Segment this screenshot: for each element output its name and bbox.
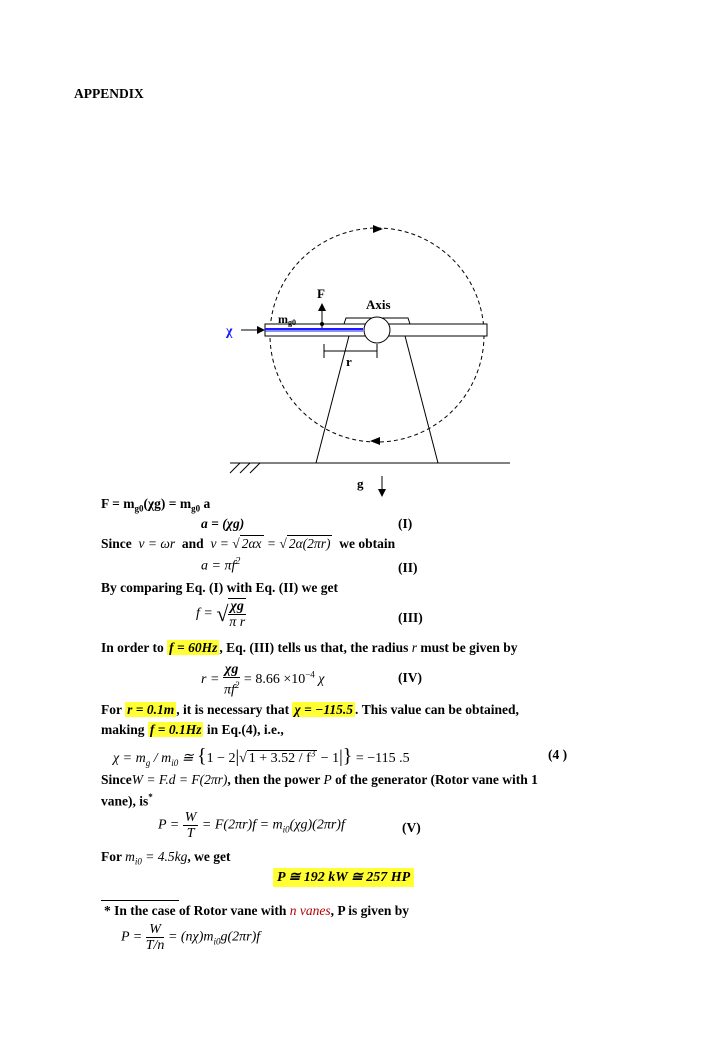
highlight-frequency: f = 60Hz <box>169 640 218 655</box>
force-equation: $F = m_{g0}(\chi g) = m_{g0}$ a <box>101 496 211 514</box>
equation-3: f = √ $\frac{\chi g}{\text{π r}}$ <box>196 599 246 630</box>
equation-chi-number: (4 ) <box>548 747 568 762</box>
power-result: P ≅ 192 kW ≅ 257 HP <box>273 868 414 887</box>
label-axis: Axis <box>366 297 391 312</box>
for-mass-line: For $m_{i0} = 4.5kg$, we get <box>101 849 231 867</box>
gravity-arrow-icon <box>378 489 386 497</box>
order-line: In order to f = 60Hz , Eq. (III) tells us that, the radius r must be given by <box>101 640 518 655</box>
label-r: r <box>346 354 352 369</box>
appendix-heading: APPENDIX <box>74 86 144 101</box>
power-line: SinceW = F.d = F(2πr), then the power P of the generator (Rotor vane with 1 <box>101 772 538 787</box>
comparing-line: By comparing Eq. (I) with Eq. (II) we get <box>101 580 339 595</box>
axis-circle <box>364 317 390 343</box>
highlight-radius: r = 0.1m <box>127 702 175 717</box>
equation-3-number: (III) <box>398 610 423 625</box>
rotation-arrow-bottom-icon <box>370 437 380 445</box>
label-f: F <box>317 286 325 301</box>
force-arrow-icon <box>318 303 326 311</box>
since-line: Since v = ωr and v = √ 2αx = √ 2α(2πr) we obtain <box>101 536 396 551</box>
label-chi: χ <box>226 324 233 339</box>
stand-right-leg <box>404 332 438 463</box>
highlight-chi: χ = −115.5 <box>294 702 353 717</box>
equation-4-number: (IV) <box>398 670 422 685</box>
footnote-rule <box>101 900 179 901</box>
equation-chi: $\chi = m_g / m_{i0}$ ≅ {1 − 2|√ $1 + 3.52 / f^3 - 1|\} = -115$ .5 <box>113 745 410 768</box>
chi-arrow-icon <box>257 326 265 334</box>
equation-2: $a = \pi f^2$ <box>201 556 241 574</box>
highlight-frequency-low: f = 0.1Hz <box>149 722 202 737</box>
rotor-diagram <box>220 220 520 505</box>
label-mass: mg0 <box>278 312 296 327</box>
equation-1-number: (I) <box>398 516 413 531</box>
making-line: making f = 0.1Hz in Eq.(4), i.e., <box>101 722 284 737</box>
stand-left-leg <box>316 332 350 463</box>
equation-4: r = $\frac{\chi g}{\pi f^2}$ = $8.66 \times 10^{-4}$ χ <box>201 662 325 698</box>
power-line-2: vane), is* <box>101 792 153 809</box>
equation-5-number: (V) <box>402 820 421 835</box>
footnote-text: * In the case of Rotor vane with n vanes, P is given by <box>104 903 410 918</box>
for-r-line: For r = 0.1m , it is necessary that χ = −115.5 . This value can be obtained, <box>101 702 519 717</box>
label-g: g <box>357 476 364 491</box>
n-vanes-label: n vanes <box>289 903 331 918</box>
equation-2-number: (II) <box>398 560 418 575</box>
equation-5: P = $\frac{W}{T}$ = $F(2\pi r)f = m_{i0}(\chi g)(2\pi r)f$ <box>158 810 345 841</box>
rotation-arrow-top-icon <box>373 225 383 233</box>
footnote-equation: P = $\frac{W}{T/n}$ = $(n\chi)m_{i0}g(2\pi r)f$ <box>121 922 261 953</box>
equation-1: a = (χg) <box>201 516 245 531</box>
